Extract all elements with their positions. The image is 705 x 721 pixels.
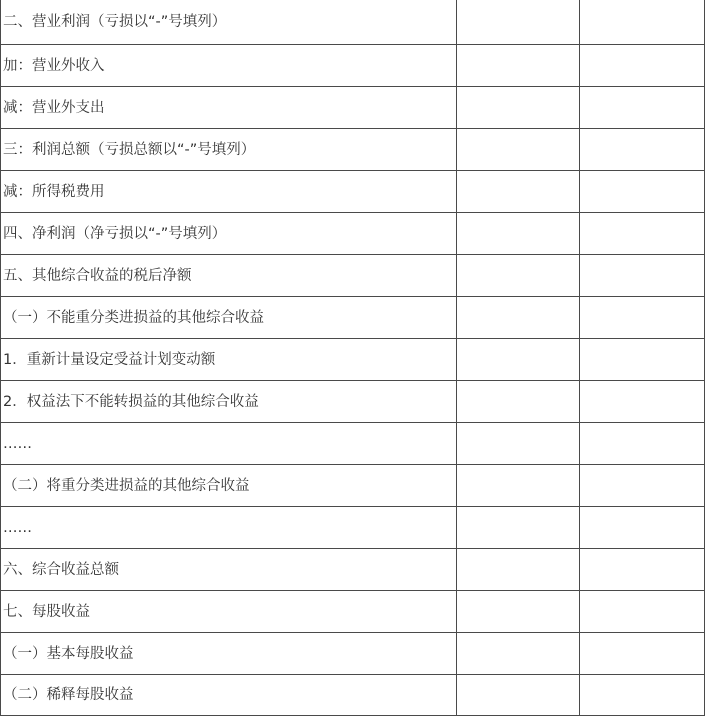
table-row: [1, 255, 705, 297]
current-period-cell: [457, 213, 580, 255]
previous-period-cell: [580, 0, 705, 45]
table-row: [1, 423, 705, 465]
line-item-label: 减：营业外支出: [1, 87, 457, 129]
table-row: [1, 591, 705, 633]
table-row: [1, 633, 705, 675]
table-row: [1, 213, 705, 255]
line-item-label: （二）将重分类进损益的其他综合收益: [1, 465, 457, 507]
table-row: [1, 507, 705, 549]
line-item-label: ……: [1, 507, 457, 549]
previous-period-cell: [580, 255, 705, 297]
current-period-cell: [457, 633, 580, 675]
table-row: [1, 297, 705, 339]
current-period-cell: [457, 591, 580, 633]
current-period-cell: [457, 507, 580, 549]
current-period-cell: [457, 87, 580, 129]
previous-period-cell: [580, 591, 705, 633]
table-row: [1, 549, 705, 591]
previous-period-cell: [580, 339, 705, 381]
current-period-cell: [457, 45, 580, 87]
line-item-label: 五、其他综合收益的税后净额: [1, 255, 457, 297]
current-period-cell: [457, 129, 580, 171]
previous-period-cell: [580, 381, 705, 423]
line-item-label: 减：所得税费用: [1, 171, 457, 213]
current-period-cell: [457, 339, 580, 381]
previous-period-cell: [580, 213, 705, 255]
table-row: [1, 0, 705, 45]
line-item-label: ……: [1, 423, 457, 465]
table-row: [1, 45, 705, 87]
line-item-label: 七、每股收益: [1, 591, 457, 633]
current-period-cell: [457, 255, 580, 297]
table-row: [1, 171, 705, 213]
current-period-cell: [457, 423, 580, 465]
previous-period-cell: [580, 45, 705, 87]
previous-period-cell: [580, 297, 705, 339]
line-item-label: 二、营业利润（亏损以“-”号填列）: [1, 0, 457, 45]
current-period-cell: [457, 675, 580, 716]
current-period-cell: [457, 0, 580, 45]
previous-period-cell: [580, 423, 705, 465]
table-row: [1, 87, 705, 129]
table-row: [1, 675, 705, 716]
previous-period-cell: [580, 633, 705, 675]
line-item-label: 2．权益法下不能转损益的其他综合收益: [1, 381, 457, 423]
line-item-label: 四、净利润（净亏损以“-”号填列）: [1, 213, 457, 255]
line-item-label: （一）不能重分类进损益的其他综合收益: [1, 297, 457, 339]
line-item-label: 三：利润总额（亏损总额以“-”号填列）: [1, 129, 457, 171]
previous-period-cell: [580, 87, 705, 129]
current-period-cell: [457, 381, 580, 423]
previous-period-cell: [580, 465, 705, 507]
previous-period-cell: [580, 171, 705, 213]
current-period-cell: [457, 549, 580, 591]
previous-period-cell: [580, 549, 705, 591]
line-item-label: 加：营业外收入: [1, 45, 457, 87]
previous-period-cell: [580, 507, 705, 549]
table-row: [1, 381, 705, 423]
table-body: [1, 0, 705, 716]
line-item-label: 六、综合收益总额: [1, 549, 457, 591]
previous-period-cell: [580, 129, 705, 171]
line-item-label: （一）基本每股收益: [1, 633, 457, 675]
current-period-cell: [457, 171, 580, 213]
current-period-cell: [457, 465, 580, 507]
table-row: [1, 339, 705, 381]
line-item-label: （二）稀释每股收益: [1, 675, 457, 716]
current-period-cell: [457, 297, 580, 339]
table-row: [1, 129, 705, 171]
line-item-label: 1．重新计量设定受益计划变动额: [1, 339, 457, 381]
table-row: [1, 465, 705, 507]
previous-period-cell: [580, 675, 705, 716]
